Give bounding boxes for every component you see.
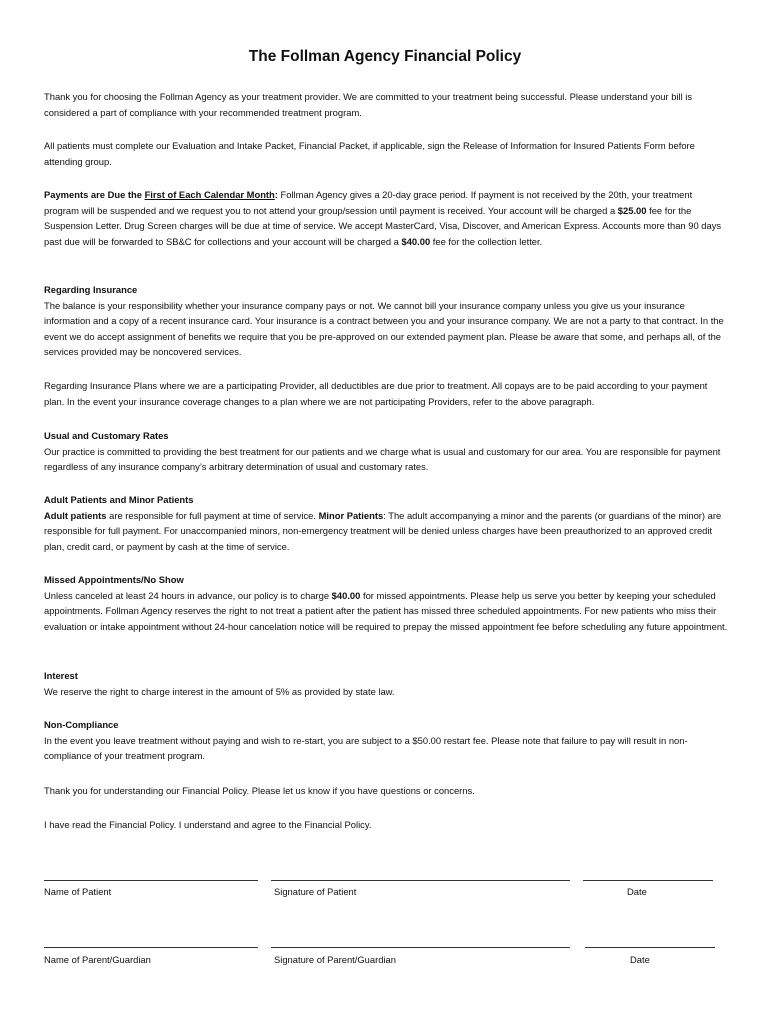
missed-appointments-heading: Missed Appointments/No Show [44,574,184,585]
payments-text-1: Follman Agency gives a 20-day grace period. If payment is not received by the 20th, your treatment program will be suspended and we request you to not attend your group/session until payment is received. Your account will be charged a [44,189,693,216]
agreement-paragraph: I have read the Financial Policy. I understand and agree to the Financial Policy. [44,819,372,830]
patient-date-label: Date [627,886,647,897]
adult-minor-heading: Adult Patients and Minor Patients [44,494,194,505]
name-of-guardian-label: Name of Parent/Guardian [44,954,151,965]
noncompliance-text: In the event you leave treatment without paying and wish to re-start, you are subject to a $50.00 restart fee. Please note that failure to pay will result in non-compliance of your treatment program. [44,734,688,762]
adult-text: are responsible for full payment at time of service. [106,509,319,521]
noncompliance-section [44,717,728,764]
document-title: The Follman Agency Financial Policy [248,48,522,65]
missed-text-2: for missed appointments. Please help us serve you better by keeping your scheduled appointments. Follman Agency reserves the right to not treat a patient after the patient has missed three scheduled appointments. For new patients who miss their evaluation or intake appointment without 24-hour cancelation notice will be required to prepay the missed appointment fee before scheduling any future appointment. [44,589,728,632]
insurance-heading: Regarding Insurance [44,284,138,295]
name-of-guardian-line[interactable] [44,947,258,948]
payments-due-date: First of Each Calendar Month [144,189,275,200]
packets-paragraph: All patients must complete our Evaluation and Intake Packet, Financial Packet, if applicable, sign the Release of Information for Insured Patients Form before attending group. [44,140,695,167]
noncompliance-heading: Non-Compliance [44,719,119,730]
name-of-patient-label: Name of Patient [44,886,112,897]
usual-rates-text: Our practice is committed to providing the best treatment for our patients and we charge what is usual and customary for our area. You are responsible for payment regardless of any insurance company’s arbitrary determination of usual and customary rates. [44,445,721,473]
signature-of-guardian-label: Signature of Parent/Guardian [274,954,396,965]
missed-appointments-section [44,572,728,634]
interest-section [44,668,728,699]
payments-lead: Payments are Due the [44,189,145,200]
intro-paragraph: Thank you for choosing the Follman Agency as your treatment provider. We are committed to your treatment being successful. Please understand your bill is considered a part of compliance with your recommended treatment program. [44,91,693,118]
payments-paragraph [44,187,728,249]
adult-label: Adult patients [44,509,107,521]
usual-rates-heading: Usual and Customary Rates [44,430,169,441]
insurance-plans-paragraph: Regarding Insurance Plans where we are a participating Provider, all deductibles are due prior to treatment. All copays are to be paid according to your payment plan. In the event your insurance coverage changes to a plan where we are not participating Providers, refer to the above paragraph. [44,380,708,407]
guardian-date-label: Date [630,954,650,965]
name-of-patient-line[interactable] [44,880,258,881]
usual-rates-section [44,428,728,475]
insurance-section [44,282,728,360]
adult-minor-section [44,492,728,554]
guardian-date-line[interactable] [585,947,715,948]
minor-label: Minor Patients [318,509,384,521]
thanks-paragraph: Thank you for understanding our Financial Policy. Please let us know if you have questions or concerns. [44,785,475,796]
signature-of-guardian-line[interactable] [271,947,570,948]
missed-text-1: Unless canceled at least 24 hours in advance, our policy is to charge [44,589,332,601]
minor-text: : The adult accompanying a minor and the parents (or guardians of the minor) are responsible for full payment. For unaccompanied minors, non-emergency treatment will be denied unless charges have been preauthorized to an approved credit plan, credit card, or payment by cash at the time of service. [44,509,722,552]
payments-colon: : [274,189,278,200]
interest-heading: Interest [44,670,78,681]
suspension-fee: $25.00 [617,204,647,216]
patient-date-line[interactable] [583,880,713,881]
insurance-text: The balance is your responsibility whether your insurance company pays or not. We cannot bill your insurance company unless you give us your insurance information and a copy of a recent insurance card. Your insurance is a contract between you and your insurance company. We are not a party to that contract. In the event we do accept assignment of benefits we require that you be pre-approved on our extended payment plan. Please be aware that some, and perhaps all, of the services provided may be noncovered services. [44,299,724,358]
signature-of-patient-label: Signature of Patient [274,886,357,897]
signature-of-patient-line[interactable] [271,880,570,881]
interest-text: We reserve the right to charge interest in the amount of 5% as provided by state law. [44,685,395,697]
payments-text-2: fee for the Suspension Letter. Drug Screen charges will be due at time of service. We accept MasterCard, Visa, Discover, and American Express. Accounts more than 90 days past due will be forwarded to SB&C for collections and your account will be charged a [44,204,722,247]
payments-text-3: fee for the collection letter. [430,235,543,247]
missed-fee: $40.00 [331,589,361,601]
collection-fee: $40.00 [401,235,431,247]
